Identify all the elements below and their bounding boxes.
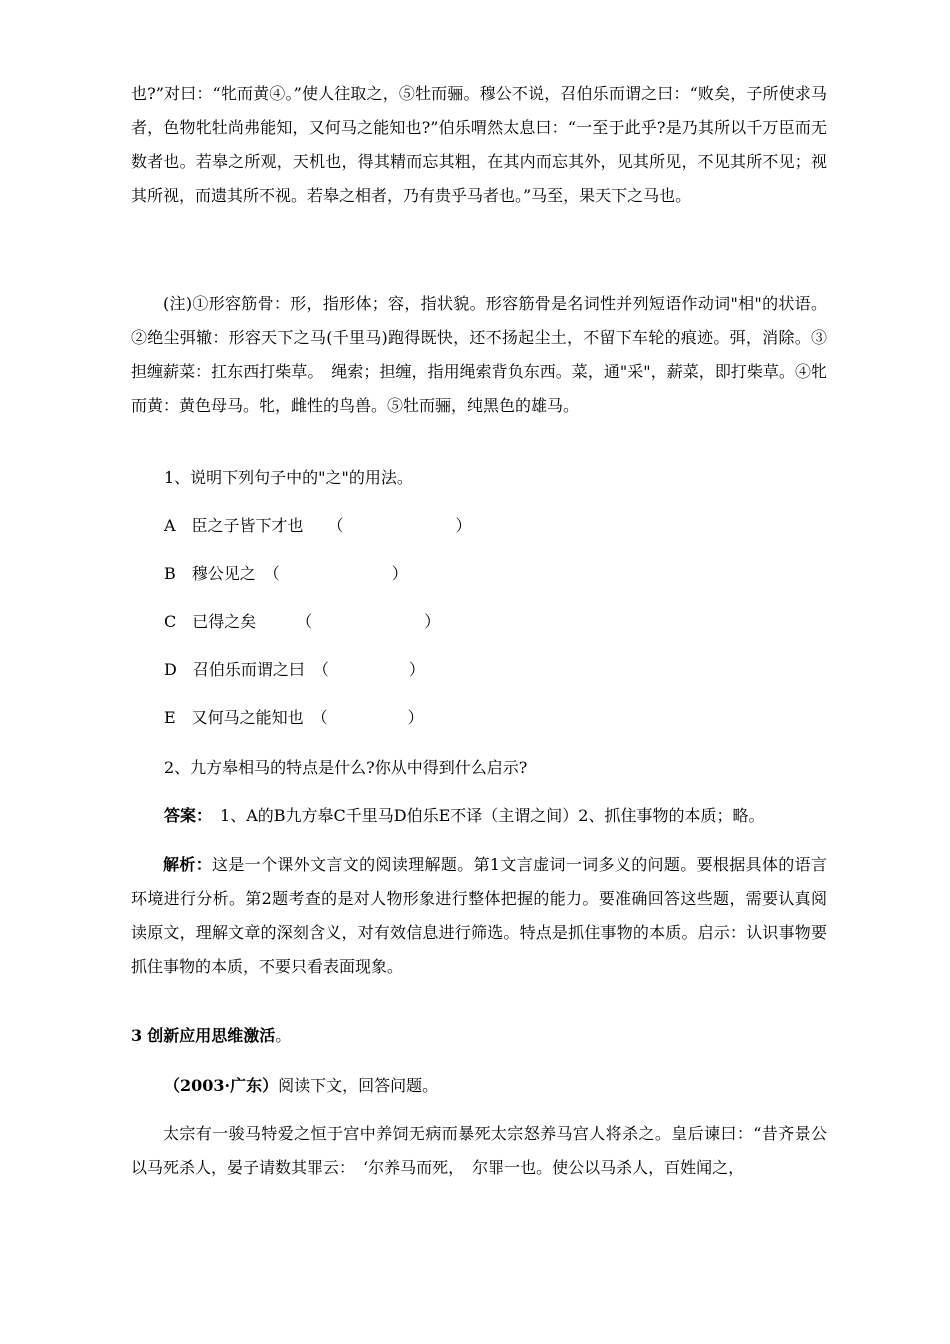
question1-item-a: A 臣之子皆下才也 （ ） [164,516,472,535]
analysis-text: 这是一个课外文言文的阅读理解题。第1文言虚词一词多义的问题。要根据具体的语言环境进行分析。第2题考查的是对人物形象进行整体把握的能力。要准确回答这些题，需要认真阅读原文，理解文章的深刻含义，对有效信息进行筛选。特点是抓住事物的本质。启示：认识事物要抓住事物的本质，不要只看表面现象。 [131,855,827,976]
question1-item-d: D 召伯乐而谓之曰 （ ） [164,660,425,679]
analysis-paragraph [131,848,827,984]
section3-heading [131,1024,291,1048]
question1-item-b: B 穆公见之 （ ） [164,564,408,583]
question2-prompt: 2、九方皋相马的特点是什么?你从中得到什么启示? [164,758,528,777]
answer-text: 1、A的B九方皋C千里马D伯乐E不译（主谓之间）2、抓住事物的本质；略。 [204,806,765,825]
analysis-label: 解析： [163,855,213,874]
question1-prompt: 1、说明下列句子中的"之"的用法。 [164,468,413,487]
passage-paragraph: 也?”对曰：“牝而黄④。”使人往取之，⑤牡而骊。穆公不说，召伯乐而谓之曰：“败矣，子所使求马者，色物牝牡尚弗能知，又何马之能知也?”伯乐喟然太息曰：“一至于此乎?是乃其所以千万臣而无数者也。若皋之所观，天机也，得其精而忘其粗，在其内而忘其外，见其所见，不见其所不见；视其所视，而遗其所不视。若皋之相者，乃有贵乎马者也。”马至，果天下之马也。 [131,84,827,205]
passage2-paragraph: 太宗有一骏马特爱之恒于宫中养饲无病而暴死太宗怒养马宫人将杀之。皇后谏曰：“昔齐景公以马死杀人，晏子请数其罪云： ‘尔养马而死， 尔罪一也。使公以马杀人，百姓闻之， [131,1124,827,1177]
question1-item-c: C 已得之矣 （ ） [164,612,441,631]
section3-period: 。 [275,1026,292,1045]
section3-number: 3 [131,1026,143,1045]
source-label: （2003·广东） [164,1076,279,1095]
source-line [164,1074,438,1098]
question1-item-e: E 又何马之能知也 （ ） [164,708,424,727]
notes-paragraph: (注)①形容筋骨：形，指形体；容，指状貌。形容筋骨是名词性并列短语作动词"相"的状语。②绝尘弭辙：形容天下之马(千里马)跑得既快，还不扬起尘土，不留下车轮的痕迹。弭，消除。③担缠薪菜：扛东西打柴草。 绳索；担缠，指用绳索背负东西。菜，通"采"，薪菜，即打柴草。④牝而黄：黄色母马。牝，雌性的鸟兽。⑤牡而骊，纯黑色的雄马。 [131,294,827,415]
section3-title: 创新应用思维激活 [147,1026,276,1045]
answer-label: 答案： [164,806,205,825]
answer-line [164,804,764,828]
source-text: 阅读下文，回答问题。 [278,1076,439,1095]
